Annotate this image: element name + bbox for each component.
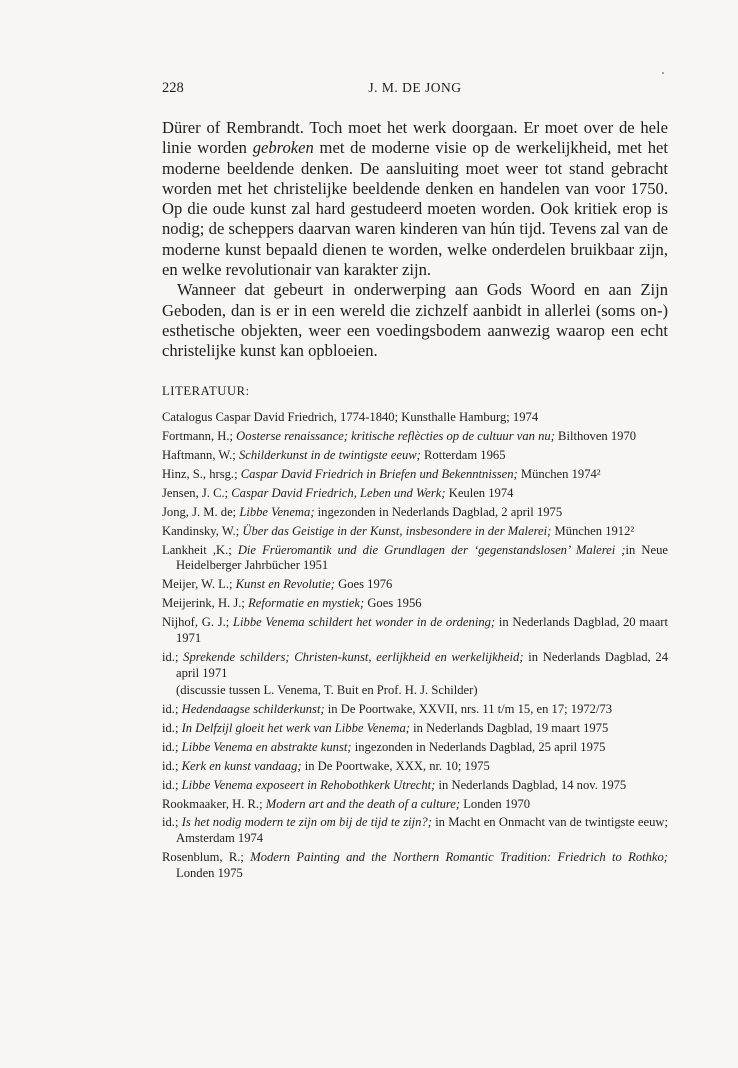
reference-entry: Jensen, J. C.; Caspar David Friedrich, Leben und Werk; Keulen 1974	[162, 485, 514, 500]
reference-entry: Rookmaaker, H. R.; Modern art and the death of a culture; Londen 1970	[162, 796, 531, 811]
page-header	[162, 80, 668, 100]
reference-entry: id.; Kerk en kunst vandaag; in De Poortwake, XXX, nr. 10; 1975	[162, 758, 490, 773]
reference-entry: Jong, J. M. de; Libbe Venema; ingezonden in Nederlands Dagblad, 2 april 1975	[162, 504, 563, 519]
reference-entry: Kandinsky, W.; Über das Geistige in der Kunst, insbesondere in der Malerei; München 1912²	[162, 523, 635, 538]
reference-entry: Fortmann, H.; Oosterse renaissance; kritische reflècties op de cultuur van nu; Bilthoven 1970	[162, 428, 637, 443]
page-number: 228	[162, 80, 184, 96]
reference-entry: Lankheit ,K.; Die Früeromantik und die Grundlagen der ‘gegenstandslosen’ Malerei ;in Neue Heidelberger Jahrbücher 1951	[162, 542, 668, 573]
paragraph-1: Dürer of Rembrandt. Toch moet het werk doorgaan. Er moet over de hele linie worden gebroken met de moderne visie op de werkelijkheid, met het moderne beeldende denken. De aansluiting moet weer tot stand gebracht worden met het christelijke beeldende denken en handelen van voor 1750. Op die oude kunst zal hard gestudeerd moeten worden. Ook kritiek erop is nodig; de scheppers daarvan waren kinderen van hún tijd. Tevens zal van de moderne kunst bepaald dienen te worden, welke onderdelen bruikbaar zijn, en welke revolutionair van karakter zijn.	[162, 118, 668, 280]
reference-entry: Meijerink, H. J.; Reformatie en mystiek; Goes 1956	[162, 596, 422, 611]
reference-entry: id.; Hedendaagse schilderkunst; in De Poortwake, XXVII, nrs. 11 t/m 15, en 17; 1972/73	[162, 701, 613, 716]
reference-entry: Rosenblum, R.; Modern Painting and the Northern Romantic Tradition: Friedrich to Rothko; Londen 1975	[162, 850, 668, 880]
reference-entry: Meijer, W. L.; Kunst en Revolutie; Goes 1976	[162, 577, 393, 592]
paragraph-2: Wanneer dat gebeurt in onderwerping aan Gods Woord en aan Zijn Geboden, dan is er in een wereld die zichzelf aanbidt in allerlei (soms on-) esthetische objekten, weer een voedingsbodem aanwezig waarop een echt christelijke kunst kan opbloeien.	[162, 280, 668, 361]
literature-heading: LITERATUUR:	[162, 384, 250, 398]
reference-list	[162, 410, 668, 885]
reference-entry: id.; Is het nodig modern te zijn om bij de tijd te zijn?; in Macht en Onmacht van de twintigste eeuw; Amsterdam 1974	[162, 815, 668, 846]
reference-entry: Haftmann, W.; Schilderkunst in de twintigste eeuw; Rotterdam 1965	[162, 447, 506, 462]
print-speck	[662, 72, 664, 74]
reference-entry: id.; Libbe Venema en abstrakte kunst; ingezonden in Nederlands Dagblad, 25 april 1975	[162, 739, 606, 754]
reference-entry: Nijhof, G. J.; Libbe Venema schildert het wonder in de ordening; in Nederlands Dagblad, 20 maart 1971	[162, 615, 669, 646]
body-text	[162, 118, 668, 362]
reference-entry: Catalogus Caspar David Friedrich, 1774-1840; Kunsthalle Hamburg; 1974	[162, 410, 539, 424]
reference-entry: Hinz, S., hrsg.; Caspar David Friedrich in Briefen und Bekenntnissen; München 1974²	[162, 466, 601, 481]
running-head: J. M. DE JONG	[368, 80, 462, 95]
reference-entry: id.; Libbe Venema exposeert in Rehobothkerk Utrecht; in Nederlands Dagblad, 14 nov. 1975	[162, 777, 627, 792]
reference-entry: (discussie tussen L. Venema, T. Buit en Prof. H. J. Schilder)	[176, 682, 478, 697]
reference-entry: id.; In Delfzijl gloeit het werk van Libbe Venema; in Nederlands Dagblad, 19 maart 1975	[162, 720, 609, 735]
reference-entry: id.; Sprekende schilders; Christen-kunst, eerlijkheid en werkelijkheid; in Nederlands Dagblad, 24 april 1971	[162, 650, 668, 680]
